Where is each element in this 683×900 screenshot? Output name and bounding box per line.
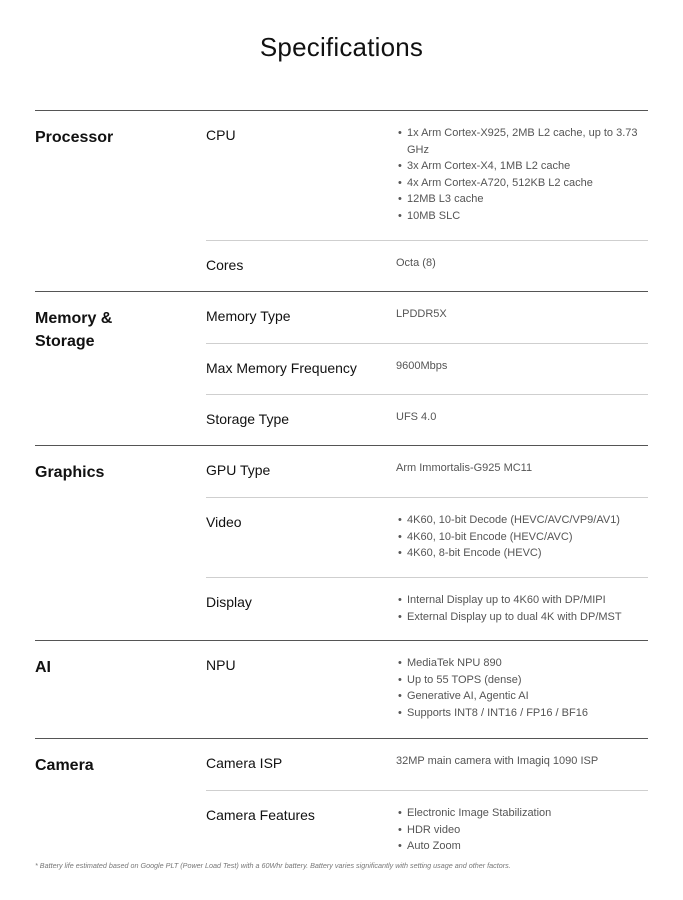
spec-label: Storage Type <box>206 411 290 427</box>
spec-value <box>396 791 648 870</box>
spec-label: Cores <box>206 257 244 273</box>
spec-value <box>396 641 648 738</box>
spec-section-memory-and-storage <box>35 291 648 445</box>
spec-value-item: • Supports INT8 / INT16 / FP16 / BF16 <box>396 705 648 722</box>
section-label-line: AI <box>35 659 51 676</box>
spec-value <box>396 498 648 577</box>
spec-value-list <box>396 805 648 855</box>
spec-label: Video <box>206 514 242 530</box>
spec-row-storage-type <box>206 394 648 445</box>
section-label-line: Graphics <box>35 464 105 481</box>
spec-value-item: • Internal Display up to 4K60 with DP/MIPI <box>396 592 648 609</box>
section-label-line: Processor <box>35 129 114 146</box>
section-label <box>35 292 206 445</box>
spec-row-video <box>206 497 648 577</box>
spec-value-list <box>396 592 648 625</box>
spec-value: 9600Mbps <box>396 360 448 372</box>
spec-row-cores <box>206 240 648 291</box>
section-label-line: Camera <box>35 757 94 774</box>
spec-value-item: • 1x Arm Cortex-X925, 2MB L2 cache, up to 3.73 GHz <box>396 125 648 158</box>
spec-section-camera <box>35 738 648 870</box>
spec-value: LPDDR5X <box>396 308 447 320</box>
spec-section-graphics <box>35 445 648 640</box>
spec-row-display <box>206 577 648 640</box>
section-label <box>35 446 206 640</box>
spec-row-memory-type <box>206 292 648 343</box>
spec-value-item: • MediaTek NPU 890 <box>396 655 648 672</box>
spec-table <box>35 110 648 870</box>
spec-value-item: • 4K60, 10-bit Decode (HEVC/AVC/VP9/AV1) <box>396 512 648 529</box>
section-rows <box>206 641 648 738</box>
section-rows <box>206 739 648 870</box>
section-label-line: Memory & <box>35 310 113 327</box>
spec-label: Max Memory Frequency <box>206 360 357 376</box>
spec-value <box>396 111 648 240</box>
spec-label: Camera Features <box>206 807 315 823</box>
spec-value-list <box>396 125 648 224</box>
section-label <box>35 111 206 291</box>
spec-section-processor <box>35 110 648 291</box>
section-rows <box>206 292 648 445</box>
spec-value: 32MP main camera with Imagiq 1090 ISP <box>396 755 599 767</box>
page-title: Specifications <box>259 32 424 62</box>
spec-value-item: • Up to 55 TOPS (dense) <box>396 672 648 689</box>
section-rows <box>206 446 648 640</box>
section-label <box>35 739 206 870</box>
spec-row-gpu-type <box>206 446 648 497</box>
footnote: * Battery life estimated based on Google PLT (Power Load Test) with a 60Whr battery. Battery varies significantly with setting usage and other factors. <box>35 861 511 870</box>
spec-label: CPU <box>206 127 236 143</box>
spec-value: Arm Immortalis-G925 MC11 <box>396 462 533 474</box>
spec-section-ai <box>35 640 648 738</box>
spec-row-cpu <box>206 111 648 240</box>
spec-label: Camera ISP <box>206 755 283 771</box>
spec-value-item: • Generative AI, Agentic AI <box>396 688 648 705</box>
spec-value-item: • 10MB SLC <box>396 208 648 225</box>
spec-label: NPU <box>206 657 236 673</box>
spec-value-item: • 12MB L3 cache <box>396 191 648 208</box>
spec-row-max-memory-frequency <box>206 343 648 394</box>
spec-value <box>396 578 648 640</box>
spec-label: Memory Type <box>206 308 291 324</box>
spec-value-item: • 4K60, 10-bit Encode (HEVC/AVC) <box>396 529 648 546</box>
spec-value-item: • Auto Zoom <box>396 838 648 855</box>
spec-row-npu <box>206 641 648 738</box>
spec-value-item: • Electronic Image Stabilization <box>396 805 648 822</box>
spec-value-list <box>396 512 648 562</box>
spec-label: GPU Type <box>206 462 271 478</box>
spec-value-item: • 4K60, 8-bit Encode (HEVC) <box>396 545 648 562</box>
section-label-line: Storage <box>35 333 95 350</box>
spec-label: Display <box>206 594 252 610</box>
spec-value: Octa (8) <box>396 257 436 269</box>
section-label <box>35 641 206 738</box>
section-rows <box>206 111 648 291</box>
spec-row-camera-isp <box>206 739 648 790</box>
spec-value-list <box>396 655 648 721</box>
spec-value: UFS 4.0 <box>396 411 437 423</box>
spec-value-item: • 3x Arm Cortex-X4, 1MB L2 cache <box>396 158 648 175</box>
spec-row-camera-features <box>206 790 648 870</box>
spec-value-item: • HDR video <box>396 822 648 839</box>
spec-value-item: • External Display up to dual 4K with DP/MST <box>396 609 648 626</box>
spec-value-item: • 4x Arm Cortex-A720, 512KB L2 cache <box>396 175 648 192</box>
